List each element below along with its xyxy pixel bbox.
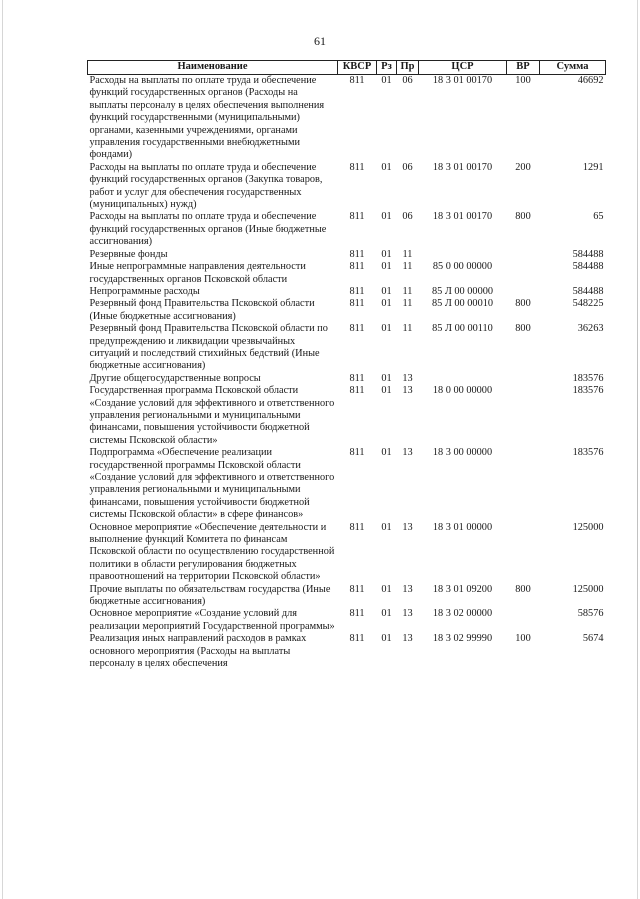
table-header-row [88, 61, 606, 75]
cell-vr: 800 [515, 583, 531, 595]
cell-rz: 01 [381, 298, 392, 310]
cell-rz: 01 [381, 261, 392, 273]
cell-rz: 01 [381, 323, 392, 335]
cell-vr: 100 [515, 633, 531, 645]
cell-name: Расходы на выплаты по оплате труда и обеспечение функций государственных органов (Иные бюджетные ассигнования) [89, 211, 327, 248]
cell-kvsr: 811 [349, 447, 365, 459]
cell-sum: 183576 [572, 372, 604, 384]
cell-pr: 06 [402, 161, 413, 173]
cell-vr [507, 261, 540, 286]
budget-table [87, 60, 606, 671]
table-row [88, 162, 606, 212]
cell-rz: 01 [381, 521, 392, 533]
cell-name: Подпрограмма «Обеспечение реализации государственной программы Псковской области «Создание условий для эффективного и ответственного управления региональными и муниципальными финансами, повышения устойчивости бюджетной системы Псковской области» в сфере финансов» [89, 447, 335, 521]
cell-kvsr: 811 [349, 323, 365, 335]
cell-name: Непрограммные расходы [89, 285, 200, 297]
cell-pr: 11 [402, 298, 413, 310]
header-pr: Пр [397, 61, 419, 75]
cell-pr: 11 [402, 261, 413, 273]
scan-edge-right [637, 0, 638, 899]
cell-vr [507, 608, 540, 633]
header-name: Наименование [88, 61, 338, 75]
cell-name: Государственная программа Псковской области «Создание условий для эффективного и ответственного управления региональными и муниципальными финансами, повышения устойчивости бюджетной системы Псковской области» [89, 385, 335, 446]
cell-vr [507, 373, 540, 385]
cell-sum: 125000 [572, 583, 604, 595]
cell-kvsr: 811 [349, 261, 365, 273]
cell-vr: 100 [515, 75, 531, 86]
cell-sum: 183576 [572, 385, 604, 397]
cell-name: Резервные фонды [89, 248, 168, 260]
table-row [88, 522, 606, 584]
cell-sum: 125000 [572, 521, 604, 533]
cell-pr: 13 [402, 447, 413, 459]
cell-rz: 01 [381, 75, 392, 86]
cell-pr: 13 [402, 372, 413, 384]
cell-sum: 584488 [572, 248, 604, 260]
header-vr: ВР [507, 61, 540, 75]
cell-sum: 183576 [572, 447, 604, 459]
cell-kvsr: 811 [349, 521, 365, 533]
cell-pr: 13 [402, 385, 413, 397]
table-row [88, 323, 606, 373]
cell-csr [419, 373, 507, 385]
cell-name: Иные непрограммные направления деятельности государственных органов Псковской области [89, 261, 306, 285]
table-row [88, 75, 606, 162]
cell-name: Расходы на выплаты по оплате труда и обеспечение функций государственных органов (Закупка товаров, работ и услуг для обеспечения государственных (муниципальных) нужд) [89, 161, 323, 211]
cell-pr: 13 [402, 608, 413, 620]
cell-vr: 200 [515, 161, 531, 173]
cell-kvsr: 811 [349, 161, 365, 173]
header-csr: ЦСР [419, 61, 507, 75]
cell-csr [419, 249, 507, 261]
cell-csr: 85 Л 00 00010 [431, 298, 494, 310]
cell-sum: 65 [593, 211, 604, 223]
table-row [88, 608, 606, 633]
cell-csr: 18 3 01 00170 [432, 211, 493, 223]
cell-pr: 13 [402, 521, 413, 533]
cell-sum: 5674 [582, 633, 604, 645]
cell-pr: 11 [402, 285, 413, 297]
cell-rz: 01 [381, 633, 392, 645]
cell-kvsr: 811 [349, 75, 365, 86]
cell-sum: 548225 [572, 298, 604, 310]
table-row [88, 211, 606, 248]
cell-rz: 01 [381, 285, 392, 297]
cell-csr: 18 3 01 00170 [432, 75, 493, 86]
table-row [88, 633, 606, 670]
cell-sum: 584488 [572, 285, 604, 297]
header-rz: Рз [377, 61, 397, 75]
cell-pr: 06 [402, 211, 413, 223]
cell-rz: 01 [381, 608, 392, 620]
cell-pr: 13 [402, 633, 413, 645]
cell-name: Прочие выплаты по обязательствам государства (Иные бюджетные ассигнования) [89, 583, 331, 608]
header-sum: Сумма [540, 61, 606, 75]
cell-vr: 800 [515, 211, 531, 223]
table-row [88, 385, 606, 447]
cell-name: Резервный фонд Правительства Псковской области по предупреждению и ликвидации чрезвычайных ситуаций и последствий стихийных бедствий (Иные бюджетные ассигнования) [89, 323, 328, 372]
cell-csr: 18 0 00 00000 [432, 385, 493, 397]
cell-sum: 58576 [577, 608, 604, 620]
cell-rz: 01 [381, 385, 392, 397]
cell-pr: 11 [402, 248, 413, 260]
cell-pr: 11 [402, 323, 413, 335]
cell-kvsr: 811 [349, 248, 365, 260]
cell-sum: 46692 [577, 75, 604, 86]
cell-kvsr: 811 [349, 285, 365, 297]
cell-sum: 1291 [582, 161, 604, 173]
cell-rz: 01 [381, 248, 392, 260]
cell-vr [507, 385, 540, 447]
cell-kvsr: 811 [349, 608, 365, 620]
cell-kvsr: 811 [349, 372, 365, 384]
cell-csr: 18 3 01 09200 [432, 583, 493, 595]
cell-vr: 800 [515, 323, 531, 335]
cell-csr: 85 Л 00 00000 [431, 285, 494, 297]
cell-csr: 18 3 02 99990 [432, 633, 493, 645]
cell-csr: 18 3 02 00000 [432, 608, 493, 620]
cell-vr: 800 [515, 298, 531, 310]
cell-pr: 13 [402, 583, 413, 595]
page-number: 61 [314, 34, 326, 48]
cell-vr [507, 522, 540, 584]
cell-vr [507, 447, 540, 521]
cell-name: Реализация иных направлений расходов в рамках основного мероприятия (Расходы на выплаты персоналу в целях обеспечения [89, 633, 307, 670]
scan-edge-left [2, 0, 3, 899]
cell-kvsr: 811 [349, 211, 365, 223]
table-row [88, 298, 606, 323]
cell-name: Основное мероприятие «Обеспечение деятельности и выполнение функций Комитета по финансам Псковской области по осуществлению государственной политики в области регулирования бюджетных правоотношений на территории Псковской области» [89, 521, 335, 583]
cell-rz: 01 [381, 161, 392, 173]
cell-csr: 85 0 00 00000 [432, 261, 493, 273]
cell-rz: 01 [381, 447, 392, 459]
cell-csr: 18 3 01 00000 [432, 521, 493, 533]
table-body [88, 75, 606, 671]
cell-kvsr: 811 [349, 385, 365, 397]
cell-pr: 06 [402, 75, 413, 86]
cell-rz: 01 [381, 372, 392, 384]
cell-rz: 01 [381, 211, 392, 223]
cell-kvsr: 811 [349, 633, 365, 645]
table-row [88, 447, 606, 521]
cell-name: Резервный фонд Правительства Псковской области (Иные бюджетные ассигнования) [89, 298, 315, 322]
table-row [88, 373, 606, 385]
table-row [88, 286, 606, 298]
table-row [88, 261, 606, 286]
table-row [88, 249, 606, 261]
cell-sum: 36263 [577, 323, 604, 335]
cell-csr: 18 3 00 00000 [432, 447, 493, 459]
cell-csr: 85 Л 00 00110 [432, 323, 493, 335]
cell-rz: 01 [381, 583, 392, 595]
header-kvsr: КВСР [338, 61, 377, 75]
table-row [88, 584, 606, 609]
cell-kvsr: 811 [349, 298, 365, 310]
cell-vr [507, 249, 540, 261]
cell-sum: 584488 [572, 261, 604, 273]
cell-name: Основное мероприятие «Создание условий для реализации мероприятий Государственной программы» [89, 608, 335, 632]
cell-kvsr: 811 [349, 583, 365, 595]
cell-name: Расходы на выплаты по оплате труда и обеспечение функций государственных органов (Расходы на выплаты персоналу в целях обеспечения выполнения функций государственными (муниципальными) органами, казенными учреждениями, органами управления государственными внебюджетными фондами) [89, 75, 325, 161]
cell-csr: 18 3 01 00170 [432, 161, 493, 173]
cell-name: Другие общегосударственные вопросы [89, 372, 261, 384]
cell-vr [507, 286, 540, 298]
